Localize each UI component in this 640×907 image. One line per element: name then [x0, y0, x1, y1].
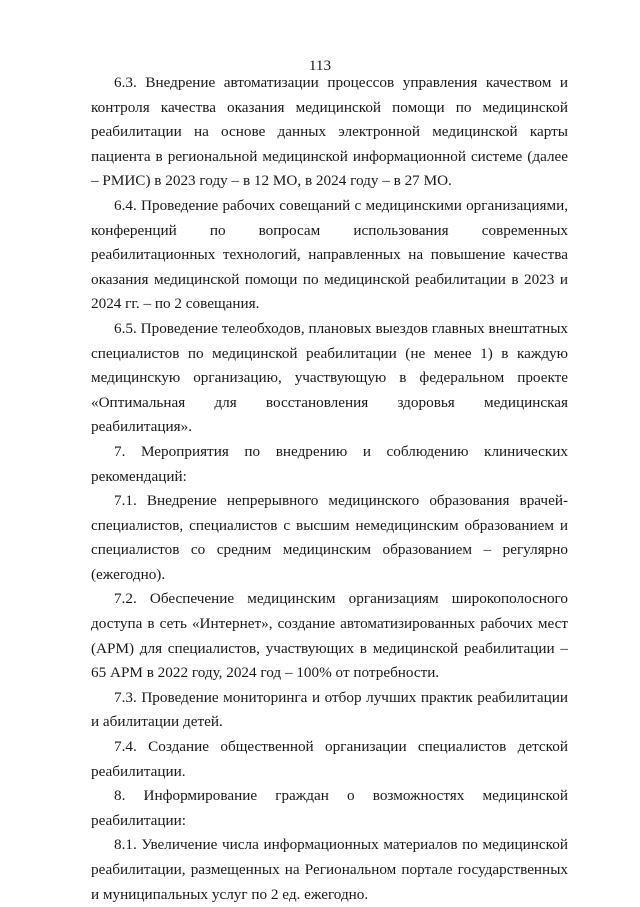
section-7-heading: 7. Мероприятия по внедрению и соблюдению клинических рекомендаций:: [91, 442, 568, 485]
paragraph-7-3: 7.3. Проведение мониторинга и отбор лучших практик реабилитации и абилитации детей.: [91, 688, 568, 731]
paragraph-6-5: 6.5. Проведение телеобходов, плановых выездов главных внештатных специалистов по медицинской реабилитации (не менее 1) в каждую медицинскую организацию, участвующую в федеральном проекте «Оптимальная для восстановления здоровья медицинская реабилитация».: [91, 319, 568, 436]
paragraph-6-3: 6.3. Внедрение автоматизации процессов управления качеством и контроля качества оказания медицинской помощи по медицинской реабилитации на основе данных электронной медицинской карты пациента в региональной медицинской информационной системе (далее – РМИС) в 2023 году – в 12 МО, в 2024 году – в 27 МО.: [91, 74, 568, 190]
paragraph-6-4: 6.4. Проведение рабочих совещаний с медицинскими организациями, конференций по вопросам использования современных реабилитационных технологий, направленных на повышение качества оказания медицинской помощи по медицинской реабилитации в 2023 и 2024 гг. – по 2 совещания.: [91, 196, 568, 313]
paragraph-7-1: 7.1. Внедрение непрерывного медицинского образования врачей-специалистов, специалистов с высшим немедицинским образованием и специалистов со средним медицинским образованием – регулярно (ежегодно).: [91, 492, 568, 583]
section-8-heading: 8. Информирование граждан о возможностях медицинской реабилитации:: [91, 787, 568, 829]
paragraph-8-1: 8.1. Увеличение числа информационных материалов по медицинской реабилитации, размещенных на Региональном портале государственных и муниципальных услуг по 2 ед. ежегодно.: [91, 836, 568, 903]
paragraph-7-4: 7.4. Создание общественной организации специалистов детской реабилитации.: [91, 738, 568, 780]
paragraph-7-2: 7.2. Обеспечение медицинским организациям широкополосного доступа в сеть «Интернет», создание автоматизированных рабочих мест (АРМ) для специалистов, участвующих в медицинской реабилитации – 65 АРМ в 2022 году, 2024 год – 100% от потребности.: [91, 590, 568, 682]
page-number: 113: [308, 57, 332, 74]
document-body: [91, 71, 568, 907]
